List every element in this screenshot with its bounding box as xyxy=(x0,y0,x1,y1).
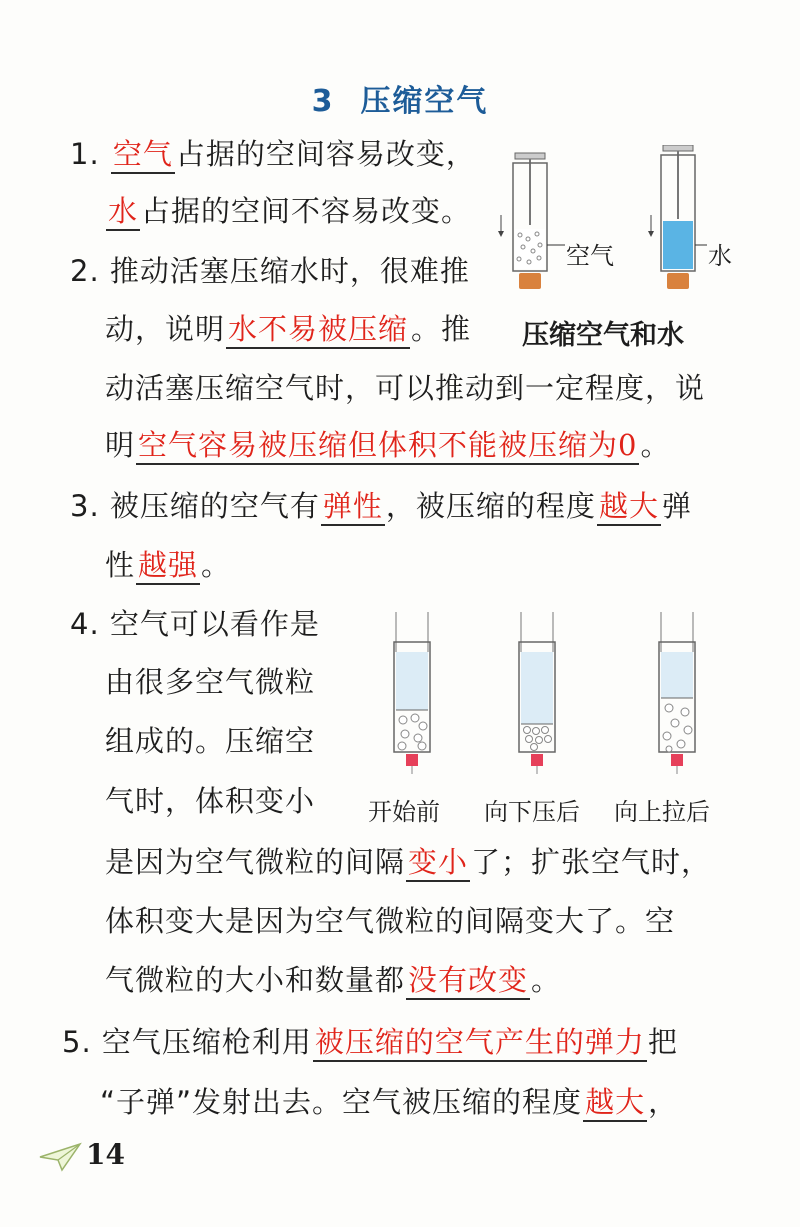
answer-blank: 空气 xyxy=(111,136,175,174)
item-text: ，被压缩的程度 xyxy=(385,489,596,523)
label-pulled: 向上拉后 xyxy=(614,798,710,826)
answer-blank: 弹性 xyxy=(321,488,385,526)
answer-blank: 变小 xyxy=(406,844,470,882)
page-number: 14 xyxy=(86,1138,125,1171)
item4-line3 xyxy=(105,721,315,761)
item5-line2 xyxy=(100,1082,678,1122)
item4-line7 xyxy=(105,960,561,1000)
item-number: 3. xyxy=(70,489,100,523)
answer-blank: 没有改变 xyxy=(406,962,530,1000)
figure-caption: 压缩空气和水 xyxy=(522,320,684,351)
syringe-before-icon xyxy=(394,612,430,774)
item4-line5 xyxy=(105,842,711,882)
item-text: 。 xyxy=(640,428,671,462)
item2-line4 xyxy=(105,425,670,465)
label-air: 空气 xyxy=(566,242,614,270)
item-text: 占据的空间不容易改变。 xyxy=(141,194,472,228)
item-number: 4. xyxy=(70,607,100,641)
item5-line1 xyxy=(62,1022,678,1062)
item1-line2 xyxy=(105,191,471,231)
item-text: ， xyxy=(648,1085,679,1119)
answer-blank: 水不易被压缩 xyxy=(226,311,410,349)
syringe-pulled-icon xyxy=(659,612,695,774)
item-number: 1. xyxy=(70,137,100,171)
item-text: 推动活塞压缩水时，很难推 xyxy=(109,254,470,288)
item-text: 性 xyxy=(105,548,136,582)
item-text: 由很多空气微粒 xyxy=(105,665,316,699)
water-syringe-icon xyxy=(648,145,707,289)
answer-blank: 越强 xyxy=(136,547,200,585)
section-title: 压缩空气 xyxy=(360,84,489,119)
answer-blank: 水 xyxy=(106,193,140,231)
item-text: 空气可以看作是 xyxy=(109,607,320,641)
item4-line6 xyxy=(105,901,675,941)
syringe-figure-particles xyxy=(380,612,740,787)
section-number: 3 xyxy=(311,84,335,119)
item-number: 2. xyxy=(70,254,100,288)
item-text: 了；扩张空气时， xyxy=(471,845,712,879)
item3-line2 xyxy=(105,545,231,585)
item2-line1 xyxy=(70,251,470,291)
item2-line3 xyxy=(105,368,705,408)
label-before: 开始前 xyxy=(368,798,440,826)
answer-blank: 空气容易被压缩但体积不能被压缩为0 xyxy=(136,427,639,465)
item-text: 动活塞压缩空气时，可以推动到一定程度，说 xyxy=(105,371,706,405)
item-text: 。 xyxy=(201,548,232,582)
item-text: 气微粒的大小和数量都 xyxy=(105,963,406,997)
item4-line4 xyxy=(105,781,315,821)
item4-line2 xyxy=(105,662,315,702)
label-water: 水 xyxy=(708,242,732,270)
answer-blank: 越大 xyxy=(597,488,661,526)
item-text: 组成的。压缩空 xyxy=(105,724,316,758)
item4-line1 xyxy=(70,604,320,644)
answer-blank: 越大 xyxy=(583,1084,647,1122)
answer-blank: 被压缩的空气产生的弹力 xyxy=(313,1024,647,1062)
item3-line1 xyxy=(70,486,692,526)
item-text: 被压缩的空气有 xyxy=(109,489,320,523)
item1-line1 xyxy=(70,134,476,174)
item-text: 弹 xyxy=(661,489,692,523)
item-text: 。 xyxy=(531,963,562,997)
label-pushed: 向下压后 xyxy=(484,798,580,826)
item-text: “子弹”发射出去。空气被压缩的程度 xyxy=(100,1085,583,1119)
air-syringe-icon xyxy=(498,153,565,289)
item-text: 气时，体积变小 xyxy=(105,784,316,818)
item-text: 明 xyxy=(105,428,136,462)
item-text: 。推 xyxy=(411,312,472,346)
syringe-pushed-icon xyxy=(519,612,555,774)
item-text: 空气压缩枪利用 xyxy=(101,1025,312,1059)
item-number: 5. xyxy=(62,1025,92,1059)
item-text: 是因为空气微粒的间隔 xyxy=(105,845,406,879)
item-text: 动，说明 xyxy=(105,312,226,346)
syringe-figure-air-water xyxy=(495,145,755,315)
item-text: 占据的空间容易改变， xyxy=(175,137,476,171)
page-title xyxy=(0,76,800,120)
paper-plane-icon xyxy=(38,1142,82,1172)
item-text: 体积变大是因为空气微粒的间隔变大了。空 xyxy=(105,904,676,938)
item2-line2 xyxy=(105,309,471,349)
item-text: 把 xyxy=(647,1025,678,1059)
